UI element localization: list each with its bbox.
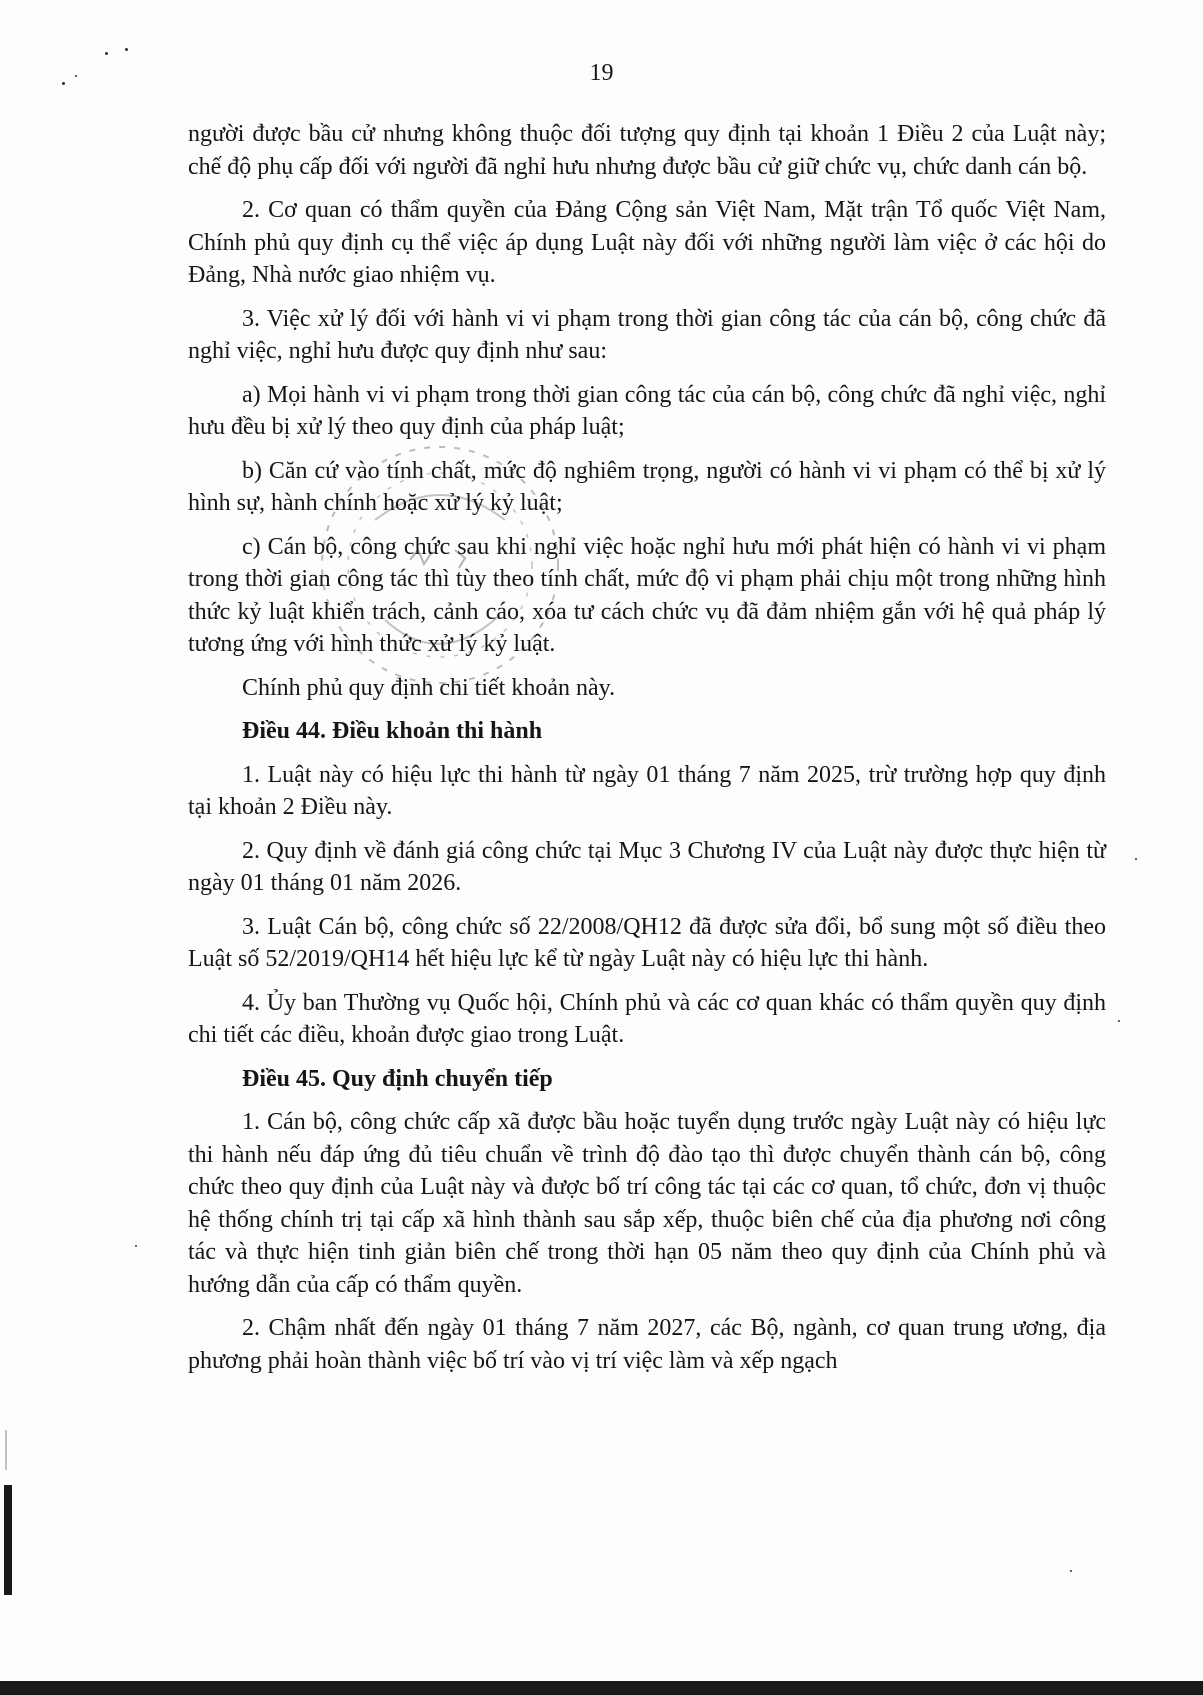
paragraph-clause-2: 2. Cơ quan có thẩm quyền của Đảng Cộng sản Việt Nam, Mặt trận Tổ quốc Việt Nam, Chính phủ quy định cụ thể việc áp dụng Luật này đối với những người làm việc ở các hội do Đảng, Nhà nước giao nhiệm vụ. <box>188 197 1106 288</box>
paragraph-clause-3: 3. Việc xử lý đối với hành vi vi phạm trong thời gian công tác của cán bộ, công chức đã nghỉ việc, nghỉ hưu được quy định như sau: <box>188 305 1106 364</box>
scan-speck <box>135 1245 137 1247</box>
paragraph-government-detail: Chính phủ quy định chi tiết khoản này. <box>242 674 616 701</box>
article-44-heading: Điều 44. Điều khoản thi hành <box>242 718 543 744</box>
paragraph-point-a: a) Mọi hành vi vi phạm trong thời gian công tác của cán bộ, công chức đã nghỉ việc, nghỉ hưu đều bị xử lý theo quy định của pháp luật; <box>188 381 1106 440</box>
article-44-clause-3: 3. Luật Cán bộ, công chức số 22/2008/QH12 đã được sửa đổi, bổ sung một số điều theo Luật số 52/2019/QH14 hết hiệu lực kể từ ngày Luật này có hiệu lực thi hành. <box>188 913 1106 972</box>
scan-speck <box>1135 858 1137 860</box>
article-44-clause-2: 2. Quy định về đánh giá công chức tại Mục 3 Chương IV của Luật này được thực hiện từ ngày 01 tháng 01 năm 2026. <box>188 837 1106 896</box>
scan-speck <box>125 48 128 51</box>
scan-bottom-border <box>0 1681 1203 1695</box>
scan-binding-edge <box>2 1430 14 1600</box>
article-44-clause-4: 4. Ủy ban Thường vụ Quốc hội, Chính phủ và các cơ quan khác có thẩm quyền quy định chi tiết các điều, khoản được giao trong Luật. <box>188 989 1106 1048</box>
paragraph-point-c: c) Cán bộ, công chức sau khi nghỉ việc hoặc nghỉ hưu mới phát hiện có hành vi vi phạm trong thời gian công tác thì tùy theo tính chất, mức độ vi phạm phải chịu một trong những hình thức kỷ luật khiển trách, cảnh cáo, xóa tư cách chức vụ đã đảm nhiệm gắn với hệ quả pháp lý tương ứng với hình thức xử lý kỷ luật. <box>188 533 1106 657</box>
article-45-clause-2: 2. Chậm nhất đến ngày 01 tháng 7 năm 2027, các Bộ, ngành, cơ quan trung ương, địa phương phải hoàn thành việc bố trí vào vị trí việc làm và xếp ngạch <box>188 1315 1106 1374</box>
page-number: 19 <box>589 60 614 86</box>
paragraph-continuation: người được bầu cử nhưng không thuộc đối tượng quy định tại khoản 1 Điều 2 của Luật này; chế độ phụ cấp đối với người đã nghỉ hưu nhưng được bầu cử giữ chức vụ, chức danh cán bộ. <box>188 121 1106 180</box>
article-45-heading: Điều 45. Quy định chuyển tiếp <box>242 1065 553 1092</box>
article-45-clause-1: 1. Cán bộ, công chức cấp xã được bầu hoặc tuyển dụng trước ngày Luật này có hiệu lực thi hành nếu đáp ứng đủ tiêu chuẩn về trình độ đào tạo thì được chuyển thành cán bộ, công chức theo quy định của Luật này và được bố trí công tác tại các cơ quan, tổ chức, đơn vị thuộc hệ thống chính trị tại cấp xã hình thành sau sắp xếp, thuộc biên chế của địa phương nơi công tác và thực hiện tinh giản biên chế trong thời hạn 05 năm theo quy định của Chính phủ và hướng dẫn của cấp có thẩm quyền. <box>188 1109 1106 1298</box>
document-body <box>188 118 1106 1388</box>
paragraph-point-b: b) Căn cứ vào tính chất, mức độ nghiêm trọng, người có hành vi vi phạm có thể bị xử lý hình sự, hành chính hoặc xử lý kỷ luật; <box>188 457 1106 516</box>
scan-speck <box>1070 1570 1072 1572</box>
scan-speck <box>1118 1020 1120 1022</box>
scan-speck <box>105 52 108 55</box>
article-44-clause-1: 1. Luật này có hiệu lực thi hành từ ngày 01 tháng 7 năm 2025, trừ trường hợp quy định tại khoản 2 Điều này. <box>188 761 1106 820</box>
